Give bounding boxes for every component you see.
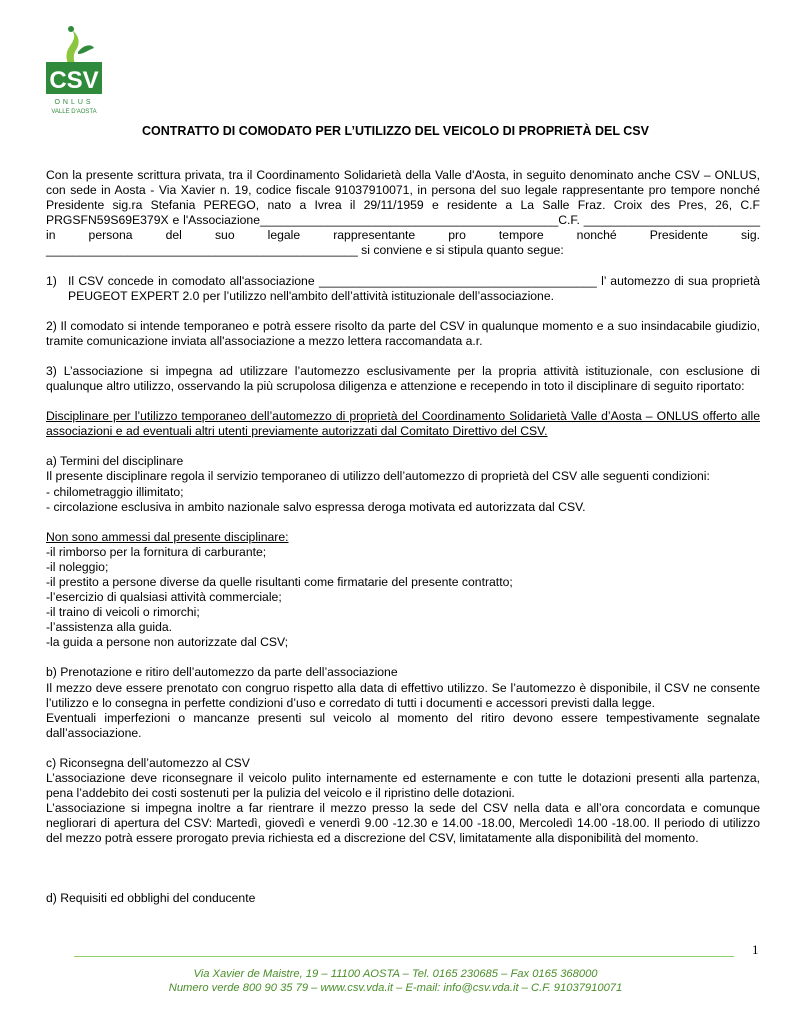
- section-c-heading: c) Riconsegna dell’automezzo al CSV: [46, 755, 250, 770]
- section-a-intro: Il presente disciplinare regola il servizio temporaneo di utilizzo dell’automezzo di proprietà del CSV alle seguenti condizioni:: [46, 469, 710, 484]
- footer-address: Via Xavier de Maistre, 19 – 11100 AOSTA – Tel. 0165 230685 – Fax 0165 368000: [193, 968, 598, 980]
- section-a-heading: a) Termini del disciplinare: [46, 454, 184, 469]
- not-allowed-item: -l’esercizio di qualsiasi attività commerciale;: [46, 590, 282, 605]
- section-b-heading: b) Prenotazione e ritiro dell’automezzo da parte dell’associazione: [46, 665, 398, 680]
- section-d-heading: d) Requisiti ed obblighi del conducente: [46, 891, 256, 906]
- not-allowed-item: -il traino di veicoli o rimorchi;: [46, 605, 200, 620]
- not-allowed-item: -l’assistenza alla guida.: [46, 620, 173, 635]
- not-allowed-item: -il prestito a persone diverse da quelle risultanti come firmatarie del presente contratto;: [46, 574, 513, 589]
- logo-text: CSV: [49, 67, 99, 94]
- clause-3: 3) L’associazione si impegna ad utilizzare l’automezzo esclusivamente per la propria attività istituzionale, con esclusione di qualunque altro utilizzo, osservando la più scrupolosa diligenza e attenzione e recependo in toto il disciplinare di seguito riportato:: [46, 363, 760, 394]
- clause-1-number: 1): [46, 273, 57, 288]
- document-title: CONTRATTO DI COMODATO PER L’UTILIZZO DEL VEICOLO DI PROPRIETÀ DEL CSV: [142, 124, 649, 138]
- page-footer: [0, 967, 791, 995]
- section-b-paragraph: Il mezzo deve essere prenotato con congruo rispetto alla data di effettivo utilizzo. Se l’automezzo è disponibile, il CSV ne consente l’utilizzo e lo consegna in perfette condizioni d’uso e corredato di tutti i documenti e accessori previsti dalla legge.: [46, 680, 760, 710]
- section-c-paragraph: L’associazione deve riconsegnare il veicolo pulito internamente ed esternamente e con tutte le dotazioni presenti alla partenza, pena l’addebito dei costi sostenuti per la pulizia del veicolo e il ripristino delle dotazioni.: [46, 771, 760, 801]
- document-body: [46, 168, 760, 907]
- intro-paragraph: Con la presente scrittura privata, tra il Coordinamento Solidarietà della Valle d'Aosta, in seguito denominato anche CSV – ONLUS, con sede in Aosta - Via Xavier n. 19, codice fiscale 91037910071, in persona del suo legale rappresentante pro tempore nonché Presidente sig.ra Stefania PEREGO, nato a Ivrea il 29/11/1959 e residente a La Salle Fraz. Croix des Pres, 26, C.F PRGSFN59S69E379X e l'Associazione____________________________________________C.F. __________________________ in persona del suo legale rappresentante pro tempore nonché Presidente sig. ______________________________________________ si conviene e si stipula quanto segue:: [46, 168, 760, 258]
- section-a-line: - chilometraggio illimitato;: [46, 484, 184, 499]
- not-allowed-item: -la guida a persone non autorizzate dal CSV;: [46, 635, 289, 650]
- logo-sub2: VALLE D'AOSTA: [51, 109, 97, 115]
- not-allowed-heading: Non sono ammessi dal presente disciplinare:: [46, 529, 289, 544]
- page-number: 1: [752, 942, 759, 957]
- clause-1: [46, 274, 760, 304]
- logo-leaf: [78, 45, 94, 54]
- csv-logo: [44, 24, 104, 116]
- section-a-line: - circolazione esclusiva in ambito nazionale salvo espressa deroga motivata ed autorizzata dal CSV.: [46, 499, 586, 514]
- not-allowed-item: -il noleggio;: [46, 559, 109, 574]
- footer-contacts: Numero verde 800 90 35 79 – www.csv.vda.it – E-mail: info@csv.vda.it – C.F. 91037910071: [168, 982, 623, 994]
- section-b-paragraph: Eventuali imperfezioni o mancanze presenti sul veicolo al momento del ritiro devono essere tempestivamente segnalate dall’associazione.: [46, 710, 760, 740]
- clause-1-text: Il CSV concede in comodato all'associazione _________________________________________ l’ automezzo di sua proprietà PEUGEOT EXPERT 2.0 per l’utilizzo nell'ambito dell’attività istituzionale dell’associazione.: [68, 273, 760, 303]
- footer-divider: [74, 956, 734, 957]
- logo-sub1: ONLUS: [54, 99, 94, 106]
- clause-2: 2) Il comodato si intende temporaneo e potrà essere risolto da parte del CSV in qualunque momento e a suo insindacabile giudizio, tramite comunicazione inviata all'associazione a mezzo lettera raccomandata a.r.: [46, 318, 760, 348]
- disciplinare-title: Disciplinare per l’utilizzo temporaneo dell’automezzo di proprietà del Coordinamento Solidarietà Valle d’Aosta – ONLUS offerto alle associazioni e ad eventuali altri utenti previamente autorizzati dal Comitato Direttivo del CSV.: [46, 409, 760, 439]
- not-allowed-item: -il rimborso per la fornitura di carburante;: [46, 544, 267, 559]
- logo-figure-head: [68, 26, 74, 32]
- section-c-paragraph: L’associazione si impegna inoltre a far rientrare il mezzo presso la sede del CSV nella data e all’ora concordata e comunque negliorari di apertura del CSV: Martedì, giovedì e venerdì 9.00 -12.30 e 14.00 -18.00, Mercoledì 14.00 -18.00. Il periodo di utilizzo del mezzo potrà essere prorogato previa richiesta ed a discrezione del CSV, limitatamente alla disponibilità del momento.: [46, 801, 760, 846]
